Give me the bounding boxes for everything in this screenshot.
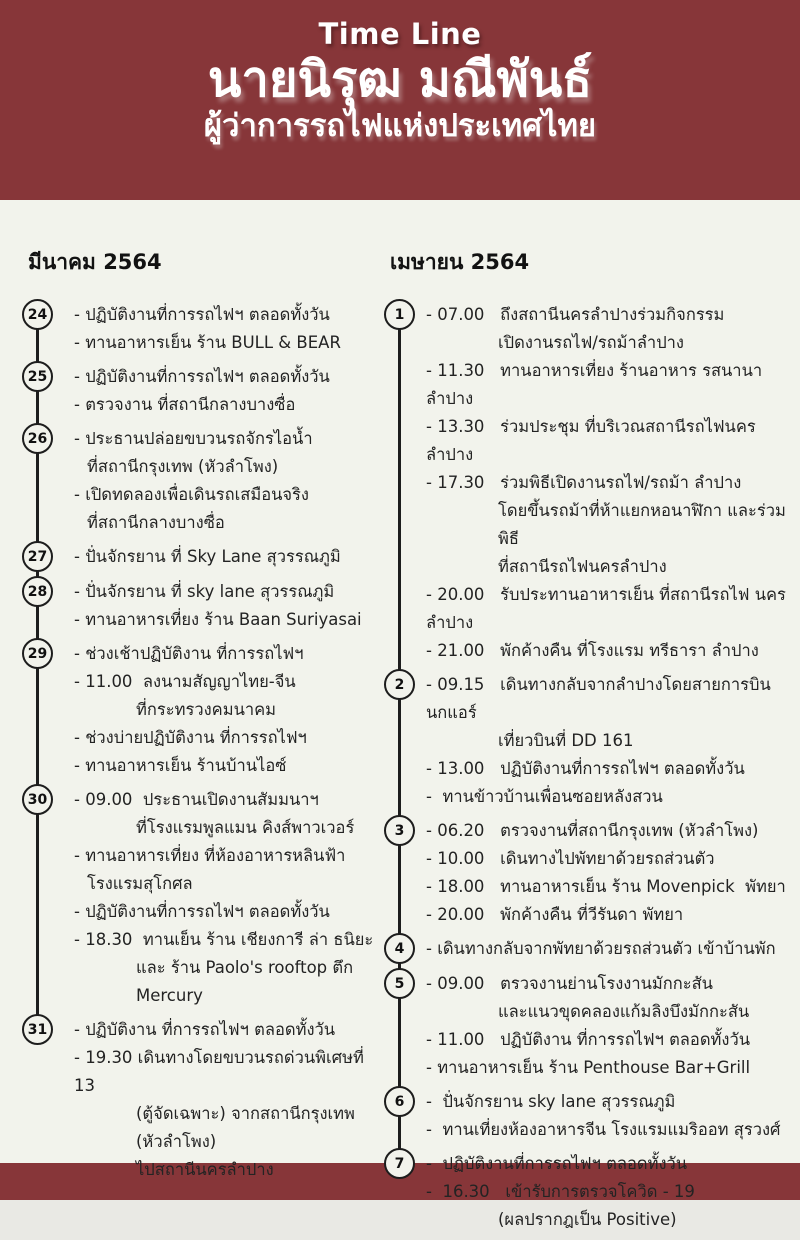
timeline-day bbox=[380, 935, 792, 964]
event-line: - ทานอาหารเย็น ร้าน BULL & BEAR bbox=[74, 333, 341, 352]
timeline-day bbox=[380, 1088, 792, 1144]
day-badge-wrap bbox=[18, 1016, 74, 1045]
day-events bbox=[74, 786, 382, 1010]
day-events bbox=[426, 935, 792, 963]
day-badge-wrap bbox=[380, 935, 426, 964]
day-circle: 25 bbox=[22, 361, 53, 392]
timeline-day bbox=[18, 578, 382, 634]
day-badge-wrap bbox=[380, 1088, 426, 1117]
event-line: - ทานอาหารเย็น ร้าน Penthouse Bar+Grill bbox=[426, 1058, 751, 1077]
event-line: - 11.30 ทานอาหารเที่ยง ร้านอาหาร รสนานา ลำปาง bbox=[426, 361, 778, 408]
event-line: - ทานข้าวบ้านเพื่อนซอยหลังสวน bbox=[426, 787, 663, 806]
event-line: (ตู้จัดเฉพาะ) จากสถานีกรุงเทพ (หัวลำโพง) bbox=[136, 1104, 361, 1151]
event-line: - 18.00 ทานอาหารเย็น ร้าน Movenpick พัทยา bbox=[426, 877, 786, 896]
event-line: - 09.15 เดินทางกลับจากลำปางโดยสายการบินนกแอร์ bbox=[426, 675, 771, 722]
day-circle: 7 bbox=[384, 1148, 415, 1179]
day-circle: 2 bbox=[384, 669, 415, 700]
timeline-day bbox=[380, 301, 792, 665]
event-line: - ทานอาหารเที่ยง ที่ห้องอาหารหลินฟ้า bbox=[74, 846, 346, 865]
event-line: - 20.00 พักค้างคืน ที่วีรันดา พัทยา bbox=[426, 905, 684, 924]
event-line: ที่กระทรวงคมนาคม bbox=[136, 700, 277, 719]
event-line: และ ร้าน Paolo's rooftop ตึก Mercury bbox=[136, 958, 359, 1005]
day-circle: 30 bbox=[22, 784, 53, 815]
day-circle: 28 bbox=[22, 576, 53, 607]
timeline-day bbox=[18, 301, 382, 357]
day-events bbox=[426, 970, 792, 1082]
days-list-april bbox=[380, 301, 792, 1234]
event-line: - 21.00 พักค้างคืน ที่โรงแรม ทรีธารา ลำปาง bbox=[426, 641, 759, 660]
event-line: ไปสถานีนครลำปาง bbox=[136, 1160, 274, 1179]
header-eyebrow: Time Line bbox=[318, 17, 482, 51]
day-badge-wrap bbox=[18, 640, 74, 669]
timeline-day bbox=[380, 970, 792, 1082]
day-events bbox=[426, 1088, 792, 1144]
month-heading-april: เมษายน 2564 bbox=[390, 250, 530, 274]
event-line: - ปั่นจักรยาน ที่ Sky Lane สุวรรณภูมิ bbox=[74, 547, 341, 566]
event-line: - ประธานปล่อยขบวนรถจักรไอน้ำ bbox=[74, 429, 313, 448]
event-line: - 11.00 ลงนามสัญญาไทย-จีน bbox=[74, 672, 296, 691]
day-circle: 24 bbox=[22, 299, 53, 330]
event-line: - ช่วงบ่ายปฏิบัติงาน ที่การรถไฟฯ bbox=[74, 728, 307, 747]
event-line: - 19.30 เดินทางโดยขบวนรถด่วนพิเศษที่ 13 bbox=[74, 1048, 370, 1095]
day-circle: 29 bbox=[22, 638, 53, 669]
event-line: - ทานอาหารเที่ยง ร้าน Baan Suriyasai bbox=[74, 610, 362, 629]
event-line: ที่โรงแรมพูลแมน คิงส์พาวเวอร์ bbox=[136, 818, 355, 837]
day-badge-wrap bbox=[18, 301, 74, 330]
event-line: - 17.30 ร่วมพิธีเปิดงานรถไฟ/รถม้า ลำปาง bbox=[426, 473, 742, 492]
event-line: - 13.30 ร่วมประชุม ที่บริเวณสถานีรถไฟนครลำปาง bbox=[426, 417, 756, 464]
event-line: - 13.00 ปฏิบัติงานที่การรถไฟฯ ตลอดทั้งวัน bbox=[426, 759, 745, 778]
event-line: เที่ยวบินที่ DD 161 bbox=[498, 731, 634, 750]
day-badge-wrap bbox=[380, 1150, 426, 1179]
timeline-day bbox=[18, 1016, 382, 1184]
day-badge-wrap bbox=[380, 970, 426, 999]
event-line: - 09.00 ประธานเปิดงานสัมมนาฯ bbox=[74, 790, 319, 809]
timeline-day bbox=[18, 640, 382, 780]
event-line: ที่สถานีกลางบางซื่อ bbox=[87, 513, 225, 532]
timeline-day bbox=[18, 543, 382, 572]
event-line: ที่สถานีกรุงเทพ (หัวลำโพง) bbox=[87, 457, 279, 476]
event-line: - ปั่นจักรยาน ที่ sky lane สุวรรณภูมิ bbox=[74, 582, 335, 601]
timeline-day bbox=[18, 425, 382, 537]
days-list-march bbox=[18, 301, 382, 1184]
column-april bbox=[380, 246, 792, 1240]
event-line: - 09.00 ตรวจงานย่านโรงงานมักกะสัน bbox=[426, 974, 713, 993]
event-line: (ผลปรากฎเป็น Positive) bbox=[498, 1210, 677, 1229]
event-line: - ปฏิบัติงานที่การรถไฟฯ ตลอดทั้งวัน bbox=[74, 367, 330, 386]
day-badge-wrap bbox=[18, 363, 74, 392]
event-line: - 07.00 ถึงสถานีนครลำปางร่วมกิจกรรม bbox=[426, 305, 725, 324]
day-badge-wrap bbox=[380, 817, 426, 846]
event-line: - ปั่นจักรยาน sky lane สุวรรณภูมิ bbox=[426, 1092, 676, 1111]
event-line: เปิดงานรถไฟ/รถม้าลำปาง bbox=[498, 333, 684, 352]
event-line: - 16.30 เข้ารับการตรวจโควิด - 19 bbox=[426, 1182, 695, 1201]
day-events bbox=[426, 671, 792, 811]
day-badge-wrap bbox=[380, 301, 426, 330]
event-line: - ตรวจงาน ที่สถานีกลางบางซื่อ bbox=[74, 395, 296, 414]
day-events bbox=[74, 640, 382, 780]
timeline-day bbox=[380, 1150, 792, 1234]
event-line: - ปฏิบัติงาน ที่การรถไฟฯ ตลอดทั้งวัน bbox=[74, 1020, 336, 1039]
day-circle: 1 bbox=[384, 299, 415, 330]
event-line: โดยขึ้นรถม้าที่ห้าแยกหอนาฬิกา และร่วมพิธี bbox=[498, 501, 786, 548]
event-line: - ทานอาหารเย็น ร้านบ้านไอซ์ bbox=[74, 756, 287, 775]
day-events bbox=[426, 1150, 792, 1234]
day-events bbox=[74, 363, 382, 419]
event-line: และแนวขุดคลองแก้มลิงบึงมักกะสัน bbox=[498, 1002, 750, 1021]
day-badge-wrap bbox=[18, 543, 74, 572]
day-circle: 3 bbox=[384, 815, 415, 846]
column-march bbox=[18, 246, 382, 1190]
event-line: ที่สถานีรถไฟนครลำปาง bbox=[498, 557, 667, 576]
timeline-day bbox=[380, 671, 792, 811]
event-line: - เดินทางกลับจากพัทยาด้วยรถส่วนตัว เข้าบ้านพัก bbox=[426, 939, 776, 958]
person-title: ผู้ว่าการรถไฟแห่งประเทศไทย bbox=[203, 107, 597, 144]
event-line: - 06.20 ตรวจงานที่สถานีกรุงเทพ (หัวลำโพง) bbox=[426, 821, 759, 840]
day-events bbox=[74, 1016, 382, 1184]
day-circle: 27 bbox=[22, 541, 53, 572]
month-heading-march: มีนาคม 2564 bbox=[28, 250, 162, 274]
day-badge-wrap bbox=[380, 671, 426, 700]
event-line: - ปฏิบัติงานที่การรถไฟฯ ตลอดทั้งวัน bbox=[426, 1154, 688, 1173]
day-events bbox=[426, 301, 792, 665]
day-badge-wrap bbox=[18, 786, 74, 815]
event-line: - 20.00 รับประทานอาหารเย็น ที่สถานีรถไฟ นครลำปาง bbox=[426, 585, 786, 632]
day-badge-wrap bbox=[18, 425, 74, 454]
header-banner bbox=[0, 0, 800, 200]
timeline-day bbox=[18, 786, 382, 1010]
day-events bbox=[426, 817, 792, 929]
event-line: - 10.00 เดินทางไปพัทยาด้วยรถส่วนตัว bbox=[426, 849, 715, 868]
event-line: - เปิดทดลองเพื่อเดินรถเสมือนจริง bbox=[74, 485, 309, 504]
event-line: - ปฏิบัติงานที่การรถไฟฯ ตลอดทั้งวัน bbox=[74, 902, 330, 921]
day-badge-wrap bbox=[18, 578, 74, 607]
day-circle: 6 bbox=[384, 1086, 415, 1117]
event-line: - ช่วงเช้าปฏิบัติงาน ที่การรถไฟฯ bbox=[74, 644, 304, 663]
day-circle: 26 bbox=[22, 423, 53, 454]
day-events bbox=[74, 578, 382, 634]
person-name: นายนิรุฒ มณีพันธ์ bbox=[207, 51, 593, 108]
day-events bbox=[74, 301, 382, 357]
event-line: - 11.00 ปฏิบัติงาน ที่การรถไฟฯ ตลอดทั้งวัน bbox=[426, 1030, 751, 1049]
timeline-day bbox=[18, 363, 382, 419]
event-line: - ทานเที่ยงห้องอาหารจีน โรงแรมแมริออท สุรวงศ์ bbox=[426, 1120, 781, 1139]
event-line: - 18.30 ทานเย็น ร้าน เชียงการี ล่า ธนิยะ bbox=[74, 930, 374, 949]
day-events bbox=[74, 425, 382, 537]
timeline-day bbox=[380, 817, 792, 929]
event-line: - ปฏิบัติงานที่การรถไฟฯ ตลอดทั้งวัน bbox=[74, 305, 330, 324]
day-events bbox=[74, 543, 382, 571]
event-line: โรงแรมสุโกศล bbox=[87, 874, 193, 893]
day-circle: 31 bbox=[22, 1014, 53, 1045]
day-circle: 4 bbox=[384, 933, 415, 964]
day-circle: 5 bbox=[384, 968, 415, 999]
